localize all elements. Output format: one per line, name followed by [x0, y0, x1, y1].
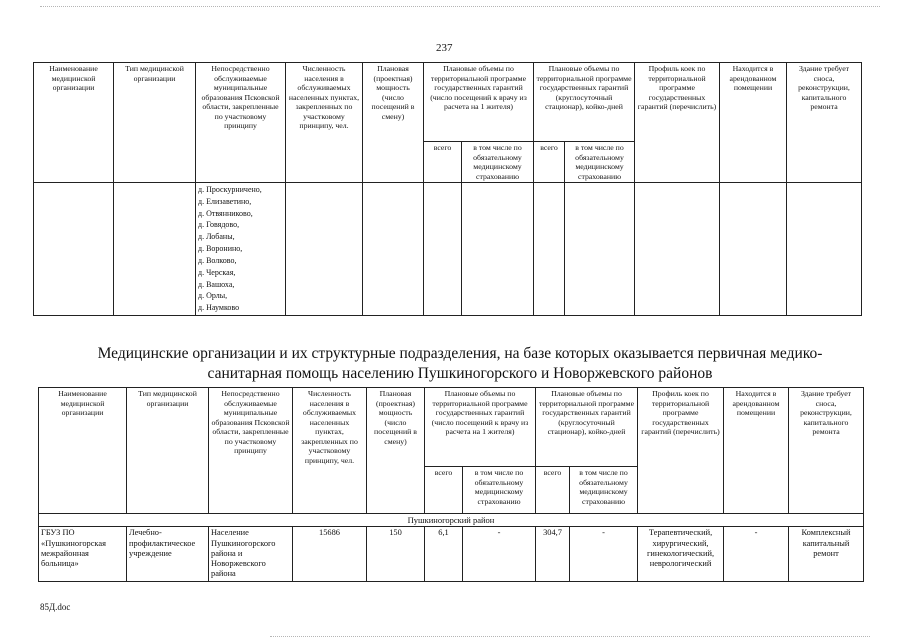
capacity-cell: 150 — [367, 527, 425, 581]
building-cell: Комплексный капитальный ремонт — [789, 527, 864, 581]
section-heading — [40, 344, 880, 384]
beds-profile-cell: Терапевтический, хирургический, гинекологический, неврологический — [638, 527, 724, 581]
header-row — [34, 63, 862, 142]
header-type: Тип медицинской организации — [114, 63, 196, 183]
inpatient-total-cell: 304,7 — [536, 527, 570, 581]
header-inpatient-oms: в том числе по обязательному медицинскому страхованию — [565, 142, 635, 183]
header-row — [39, 388, 864, 467]
header-capacity: Плановая (проектная) мощность (число посещений в смену) — [367, 388, 425, 514]
org-type-cell: Лечебно-профилактическое учреждение — [127, 527, 209, 581]
outpatient-total-cell: 6,1 — [425, 527, 463, 581]
header-inpatient: Плановые объемы по территориальной программе государственных гарантий (круглосуточный стационар), койко-дней — [536, 388, 638, 467]
region-label: Пушкиногорский район — [39, 514, 864, 527]
header-beds-profile: Профиль коек по территориальной программе государственных гарантий (перечислить) — [638, 388, 724, 514]
org-name-cell: ГБУЗ ПО «Пушкиногорская межрайонная больница» — [39, 527, 127, 581]
header-beds-profile: Профиль коек по территориальной программе государственных гарантий (перечислить) — [635, 63, 720, 183]
section-heading-line-1: Медицинские организации и их структурные подразделения, на базе которых оказывается первичная медико- — [97, 345, 823, 362]
page-number: 237 — [436, 42, 453, 54]
header-outpatient-total: всего — [425, 467, 463, 514]
table-row — [39, 527, 864, 581]
header-leased: Находится в арендованном помещении — [720, 63, 787, 183]
header-name: Наименование медицинской организации — [39, 388, 127, 514]
village-item: д. Наумково — [198, 303, 240, 313]
village-item: д. Волково, — [198, 255, 237, 265]
served-cell: Население Пушкиногорского района и Новоржевского района — [209, 527, 293, 581]
region-row — [39, 514, 864, 527]
header-outpatient-oms: в том числе по обязательному медицинскому страхованию — [462, 142, 534, 183]
header-inpatient-total: всего — [534, 142, 565, 183]
leased-cell: - — [724, 527, 789, 581]
village-item: д. Говядово, — [198, 220, 240, 230]
header-leased: Находится в арендованном помещении — [724, 388, 789, 514]
header-population: Численность населения в обслуживаемых населенных пунктах, закрепленных по участковому принципу, чел. — [286, 63, 363, 183]
header-type: Тип медицинской организации — [127, 388, 209, 514]
header-population: Численность населения в обслуживаемых населенных пунктах, закрепленных по участковому принципу, чел. — [293, 388, 367, 514]
village-item: д. Лобаны, — [198, 232, 235, 242]
header-outpatient: Плановые объемы по территориальной программе государственных гарантий (число посещений к врачу из расчета на 1 жителя) — [424, 63, 534, 142]
header-outpatient: Плановые объемы по территориальной программе государственных гарантий (число посещений к врачу из расчета на 1 жителя) — [425, 388, 536, 467]
village-item: д. Орлы, — [198, 291, 228, 301]
header-outpatient-total: всего — [424, 142, 462, 183]
header-inpatient-oms: в том числе по обязательному медицинскому страхованию — [570, 467, 638, 514]
village-item: д. Черская, — [198, 267, 236, 277]
village-item: д. Вашоха, — [198, 279, 235, 289]
header-building: Здание требует сноса, реконструкции, капитального ремонта — [789, 388, 864, 514]
header-served: Непосредственно обслуживаемые муниципальные образования Псковской области, закрепленные по участковому принципу — [196, 63, 286, 183]
population-cell: 15686 — [293, 527, 367, 581]
villages-cell — [196, 183, 286, 316]
village-item: д. Елизаветино, — [198, 196, 252, 206]
scan-edge-top — [40, 6, 880, 7]
header-served: Непосредственно обслуживаемые муниципальные образования Псковской области, закрепленные по участковому принципу — [209, 388, 293, 514]
header-building: Здание требует сноса, реконструкции, капитального ремонта — [787, 63, 862, 183]
footer-file-name: 85Д.doc — [40, 602, 71, 612]
continuation-row — [34, 183, 862, 316]
pushkinogorsk-table — [38, 387, 864, 582]
header-inpatient: Плановые объемы по территориальной программе государственных гарантий (круглосуточный стационар), койко-дней — [534, 63, 635, 142]
header-name: Наименование медицинской организации — [34, 63, 114, 183]
scan-edge-bottom — [270, 636, 870, 637]
header-capacity: Плановая (проектная) мощность (число посещений в смену) — [363, 63, 424, 183]
outpatient-oms-cell: - — [463, 527, 536, 581]
inpatient-oms-cell: - — [570, 527, 638, 581]
village-item: д. Воронино, — [198, 244, 243, 254]
village-item: д. Проскурничено, — [198, 185, 262, 194]
village-item: д. Отвянниково, — [198, 208, 253, 218]
continuation-table — [33, 62, 862, 316]
header-inpatient-total: всего — [536, 467, 570, 514]
section-heading-line-2: санитарная помощь населению Пушкиногорского и Новоржевского районов — [207, 365, 713, 382]
header-outpatient-oms: в том числе по обязательному медицинскому страхованию — [463, 467, 536, 514]
